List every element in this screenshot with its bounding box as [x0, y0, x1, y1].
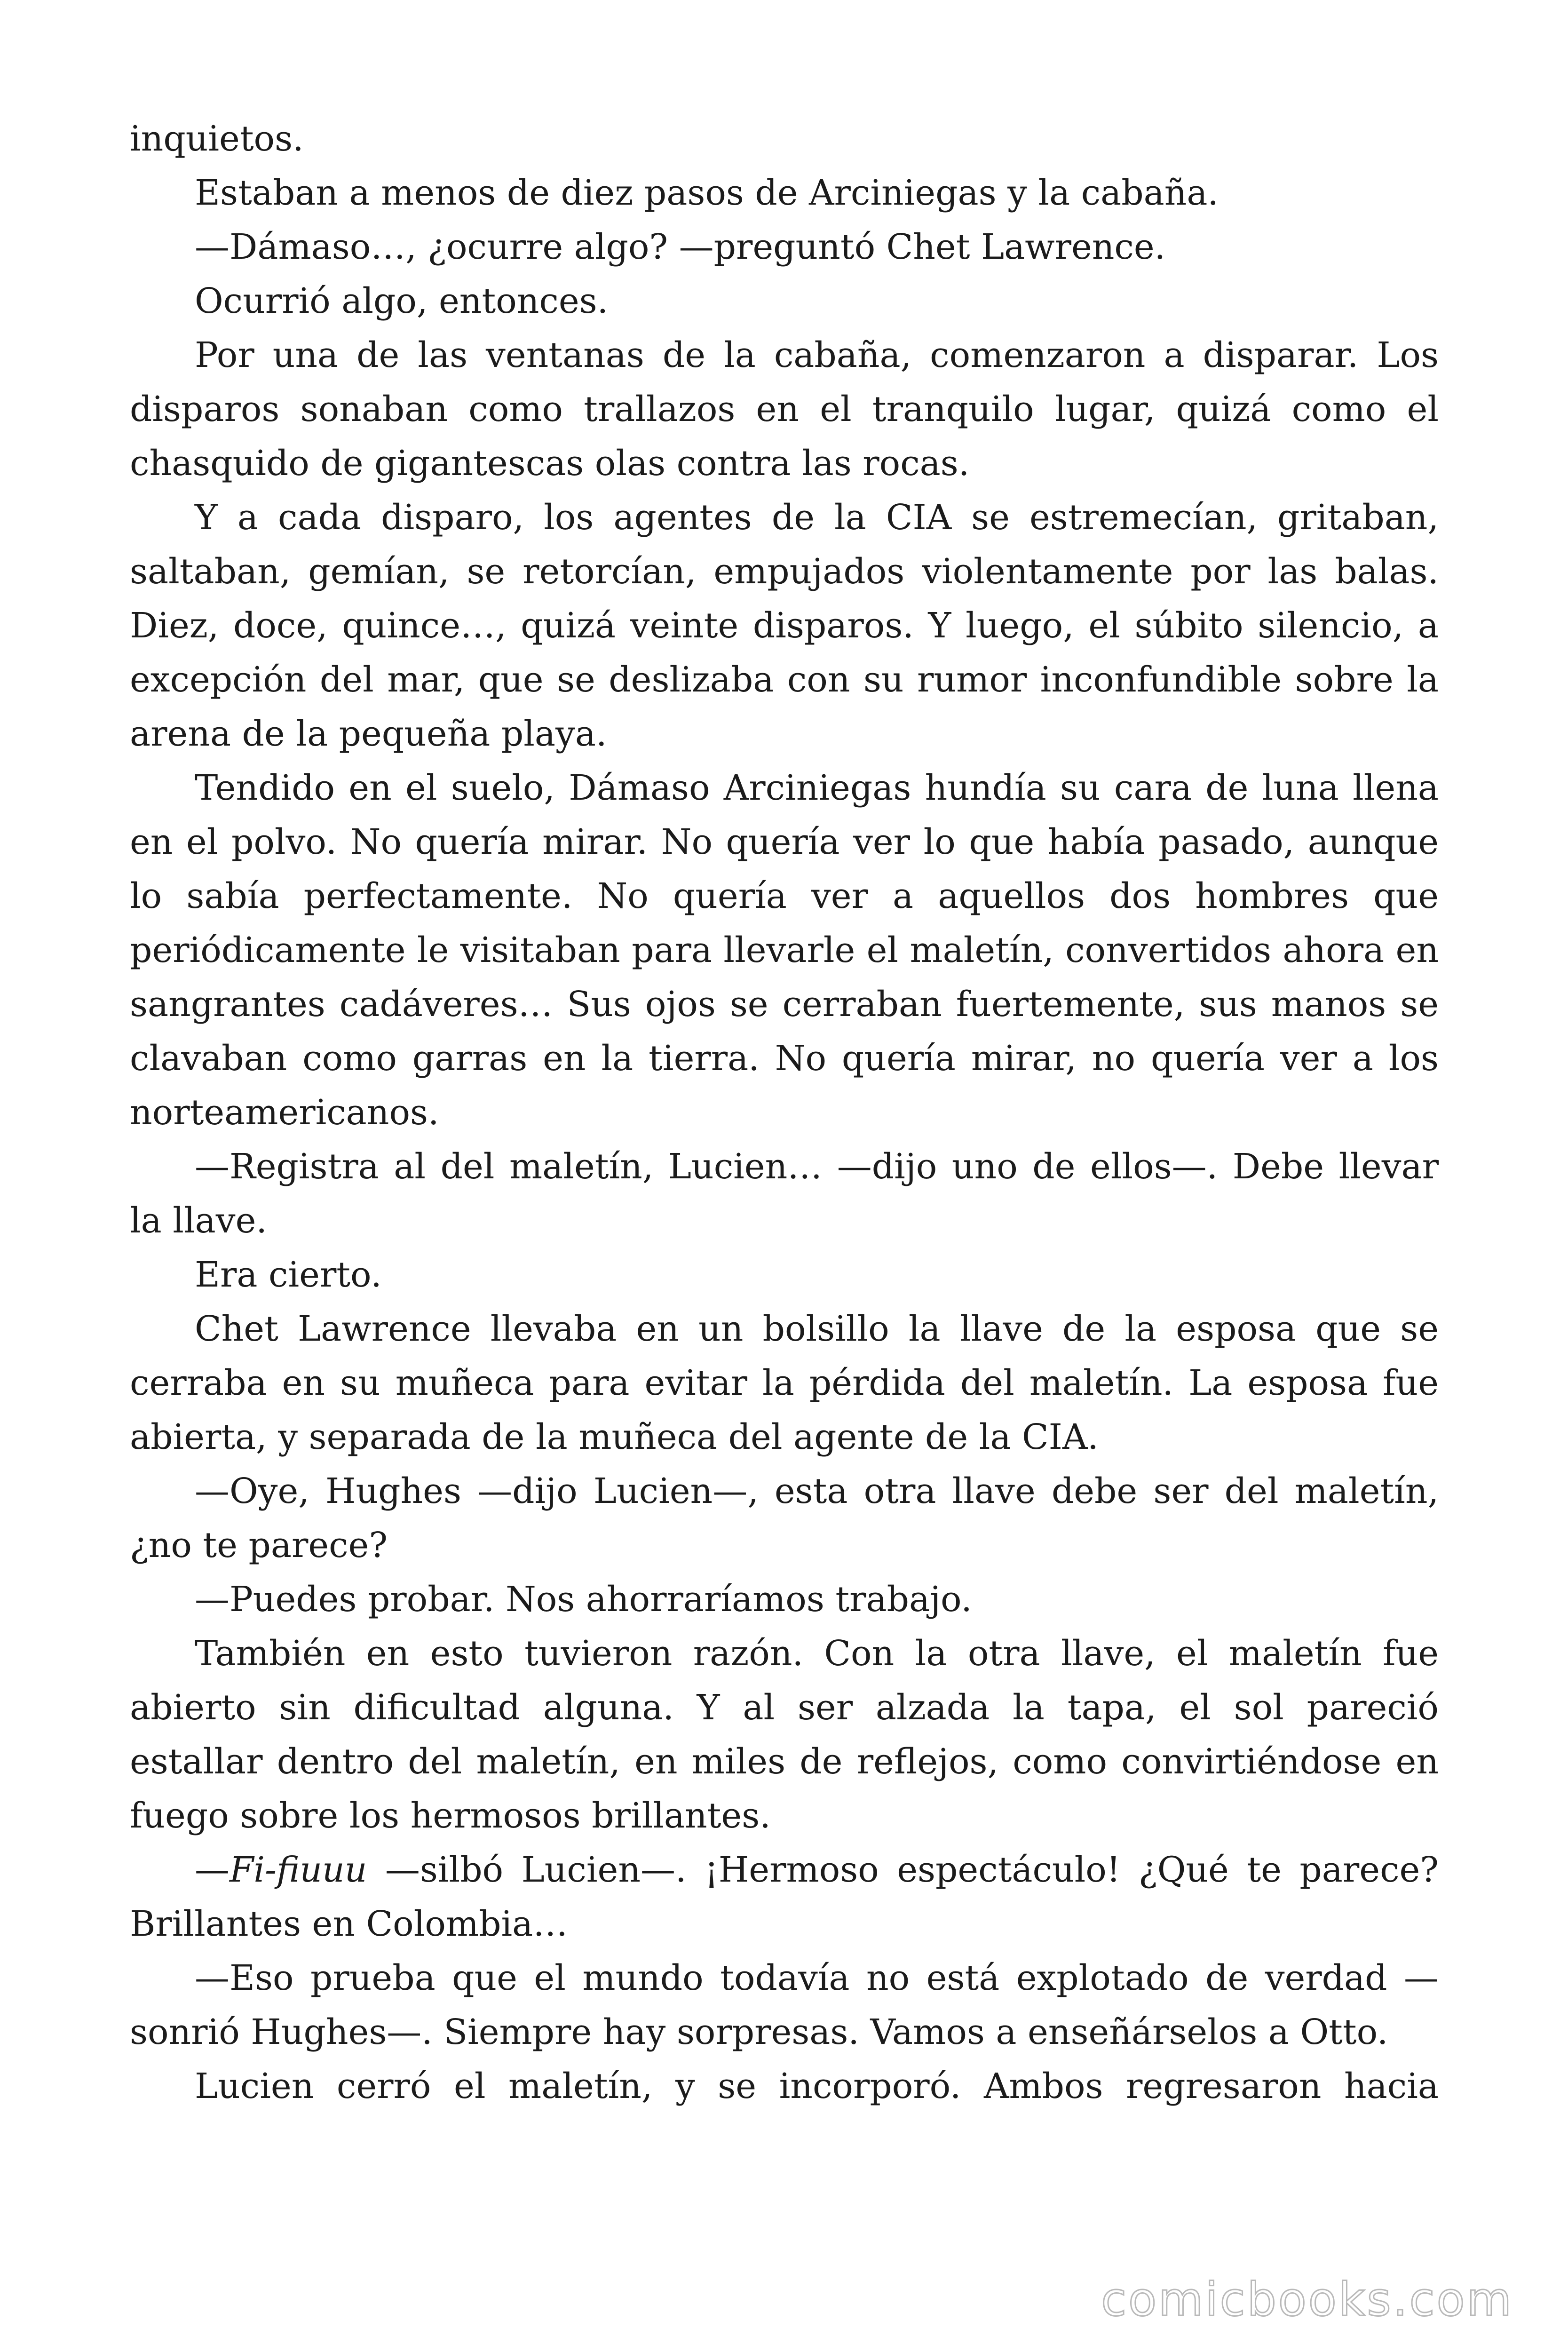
paragraph [130, 328, 1439, 491]
paragraph-text: —Eso prueba que el mundo todavía no está explotado de verdad —sonrió Hughes—. Siempre hay sorpresas. Vamos a enseñárselos a Otto. [130, 1958, 1439, 2052]
paragraph [130, 1140, 1439, 1248]
paragraph-text: Estaban a menos de diez pasos de Arciniegas y la cabaña. [195, 173, 1219, 213]
paragraph [130, 2059, 1439, 2114]
paragraph-text: Ocurrió algo, entonces. [195, 281, 609, 321]
paragraph [130, 112, 1439, 166]
book-page-text [130, 112, 1439, 2114]
paragraph [130, 1843, 1439, 1951]
paragraph [130, 220, 1439, 274]
paragraph [130, 1302, 1439, 1464]
paragraph-text: Por una de las ventanas de la cabaña, comenzaron a disparar. Los disparos sonaban como trallazos en el tranquilo lugar, quizá como el chasquido de gigantescas olas contra las rocas. [130, 335, 1439, 484]
paragraph-text: —Oye, Hughes —dijo Lucien—, esta otra llave debe ser del maletín, ¿no te parece? [130, 1471, 1439, 1565]
paragraph [130, 1627, 1439, 1843]
paragraph [130, 1464, 1439, 1573]
paragraph [130, 1951, 1439, 2059]
paragraph [130, 274, 1439, 328]
paragraph-text: — [195, 1850, 230, 1890]
paragraph-text: Chet Lawrence llevaba en un bolsillo la llave de la esposa que se cerraba en su muñeca para evitar la pérdida del maletín. La esposa fue abierta, y separada de la muñeca del agente de la CIA. [130, 1309, 1439, 1457]
paragraph-text: Tendido en el suelo, Dámaso Arciniegas hundía su cara de luna llena en el polvo. No quería mirar. No quería ver lo que había pasado, aunque lo sabía perfectamente. No quería ver a aquellos dos hombres que periódicamente le visitaban para llevarle el maletín, convertidos ahora en sangrantes cadáveres… Sus ojos se cerraban fuertemente, sus manos se clavaban como garras en la tierra. No quería mirar, no quería ver a los norteamericanos. [130, 768, 1439, 1133]
paragraph-text: —Puedes probar. Nos ahorraríamos trabajo. [195, 1579, 972, 1620]
paragraph-text: Era cierto. [195, 1255, 382, 1295]
paragraph-text: —silbó Lucien—. ¡Hermoso espectáculo! ¿Qué te parece? Brillantes en Colombia… [130, 1850, 1439, 1944]
watermark: comicbooks.com [1101, 2273, 1513, 2327]
paragraph [130, 1248, 1439, 1302]
paragraph-text: Y a cada disparo, los agentes de la CIA se estremecían, gritaban, saltaban, gemían, se retorcían, empujados violentamente por las balas. Diez, doce, quince…, quizá veinte disparos. Y luego, el súbito silencio, a excepción del mar, que se deslizaba con su rumor inconfundible sobre la arena de la pequeña playa. [130, 497, 1439, 754]
paragraph-text: inquietos. [130, 119, 304, 159]
paragraph [130, 761, 1439, 1140]
paragraph [130, 1573, 1439, 1627]
paragraph-text: —Registra al del maletín, Lucien… —dijo uno de ellos—. Debe llevar la llave. [130, 1146, 1439, 1241]
paragraph [130, 166, 1439, 220]
paragraph-text: Lucien cerró el maletín, y se incorporó. Ambos regresaron hacia [195, 2066, 1439, 2106]
paragraph-text: —Dámaso…, ¿ocurre algo? —preguntó Chet Lawrence. [195, 227, 1166, 267]
paragraph [130, 491, 1439, 761]
italic-text: Fi-fiuuu [230, 1850, 367, 1890]
paragraph-text: También en esto tuvieron razón. Con la otra llave, el maletín fue abierto sin dificultad alguna. Y al ser alzada la tapa, el sol pareció estallar dentro del maletín, en miles de reflejos, como convirtiéndose en fuego sobre los hermosos brillantes. [130, 1633, 1439, 1836]
